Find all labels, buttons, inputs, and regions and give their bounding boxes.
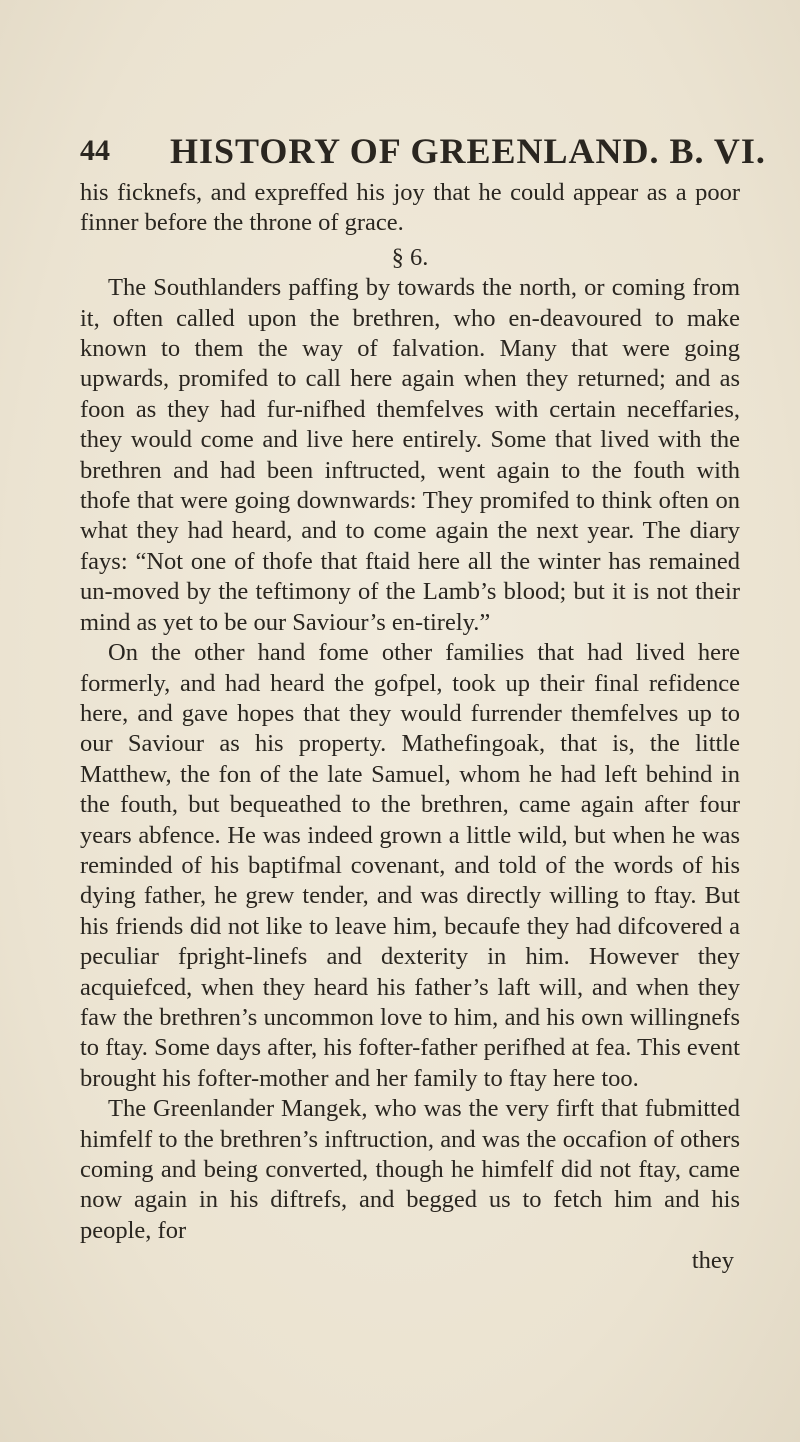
opening-paragraph: his ficknefs, and expreffed his joy that he could appear as a poor finner before the throne of grace.: [80, 179, 740, 237]
page-number: 44: [80, 134, 110, 167]
page-header: [80, 128, 766, 176]
paragraph-mangek: The Greenlander Mangek, who was the very firft that fubmitted himfelf to the brethren’s inftruction, and was the occafion of others coming and being converted, though he himfelf did not ftay, came now again in his diftrefs, and begged us to fetch him and his people, for: [80, 1095, 740, 1244]
catchword: they: [691, 1247, 734, 1275]
section-mark: § 6.: [391, 243, 429, 271]
paragraph-families: On the other hand fome other families that had lived here formerly, and had heard the gofpel, took up their final refidence here, and gave hopes that they would furrender themfelves up to our Saviour as his property. Mathefingoak, that is, the little Matthew, the fon of the late Samuel, whom he had left behind in the fouth, but bequeathed to the brethren, came again after four years abfence. He was indeed grown a little wild, but when he was reminded of his baptifmal covenant, and told of the words of his dying father, he grew tender, and was directly willing to ftay. But his friends did not like to leave him, becaufe they had difcovered a peculiar fpright-linefs and dexterity in him. However they acquiefced, when they heard his father’s laft will, and when they faw the brethren’s uncommon love to him, and his own willingnefs to ftay. Some days after, his fofter-father perifhed at fea. This event brought his fofter-mother and her family to ftay here too.: [80, 639, 740, 1092]
running-title: HISTORY OF GREENLAND. B. VI.: [170, 131, 766, 171]
body-text: [80, 178, 740, 1277]
paragraph-southlanders: The Southlanders paffing by towards the north, or coming from it, often called upon the brethren, who en-deavoured to make known to them the way of falvation. Many that were going upwards, promifed to call here again when they returned; and as foon as they had fur-nifhed themfelves with certain neceffaries, they would come and live here entirely. Some that lived with the brethren and had been inftructed, went again to the fouth with thofe that were going downwards: They promifed to think often on what they had heard, and to come again the next year. The diary fays: “Not one of thofe that ftaid here all the winter has remained un-moved by the teftimony of the Lamb’s blood; but it is not their mind as yet to be our Saviour’s en-tirely.”: [80, 274, 740, 636]
